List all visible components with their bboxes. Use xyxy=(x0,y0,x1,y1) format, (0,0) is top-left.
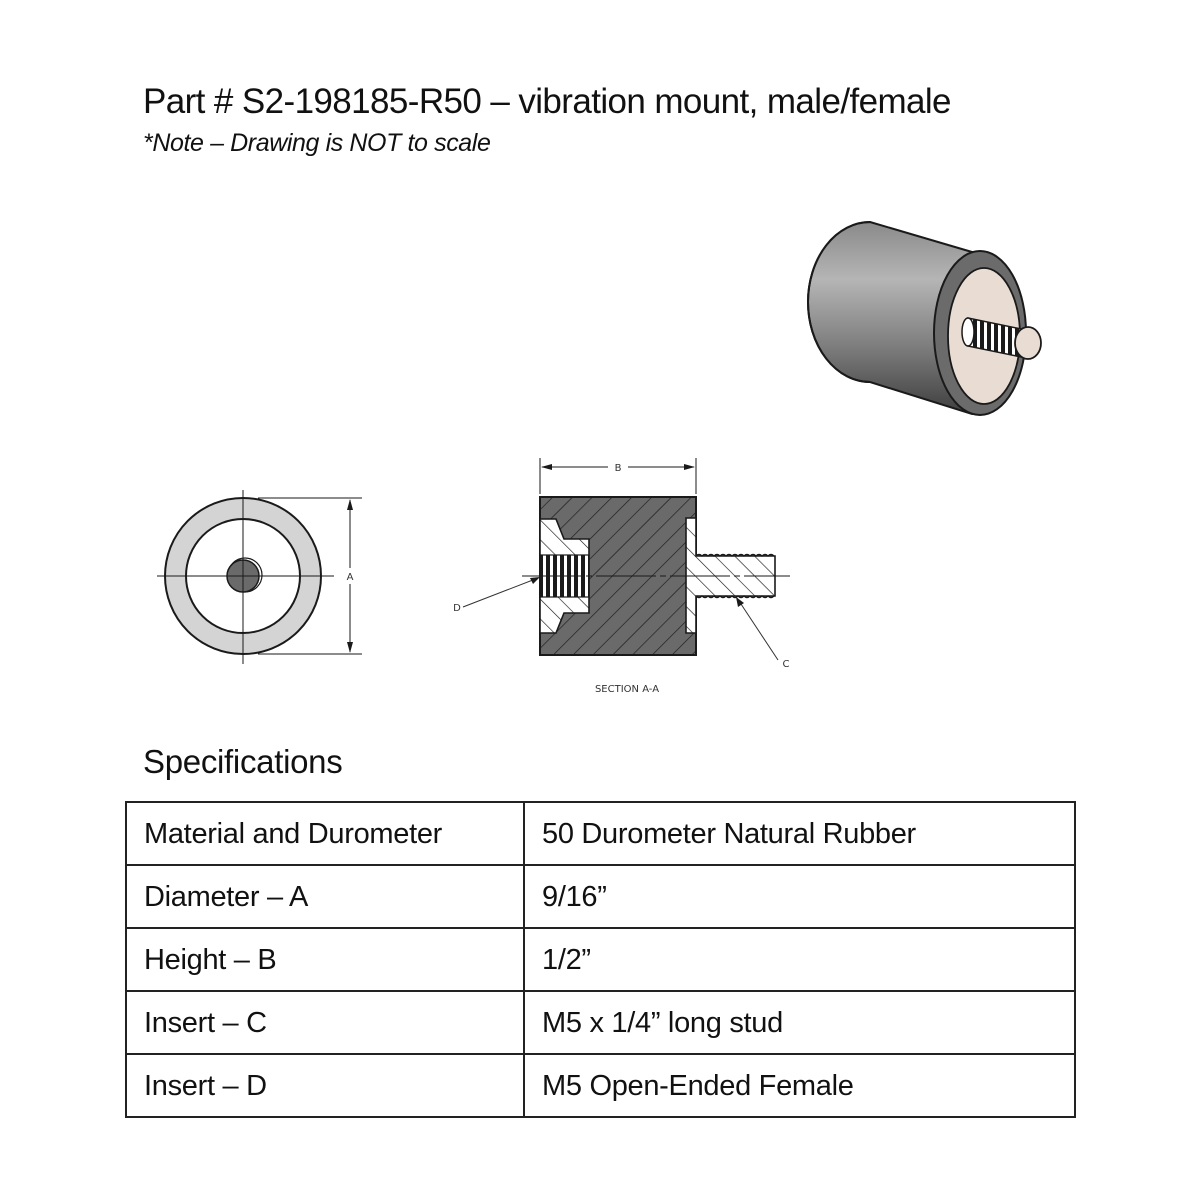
table-row xyxy=(126,928,1075,991)
scale-note: *Note – Drawing is NOT to scale xyxy=(143,129,491,157)
spec-label: Insert – C xyxy=(126,991,524,1054)
section-view xyxy=(453,458,790,695)
isometric-view xyxy=(808,222,1041,415)
dimension-a-label: A xyxy=(346,572,354,583)
front-view xyxy=(157,490,362,664)
section-caption: SECTION A-A xyxy=(594,684,660,695)
spec-value: M5 Open-Ended Female xyxy=(524,1054,1075,1117)
spec-label: Material and Durometer xyxy=(126,802,524,865)
leader-d-label: D xyxy=(453,603,461,614)
table-row xyxy=(126,1054,1075,1117)
leader-c-label: C xyxy=(782,659,790,670)
spec-label: Diameter – A xyxy=(126,865,524,928)
spec-label: Height – B xyxy=(126,928,524,991)
table-row xyxy=(126,865,1075,928)
spec-label: Insert – D xyxy=(126,1054,524,1117)
spec-value: 50 Durometer Natural Rubber xyxy=(524,802,1075,865)
spec-value: 9/16” xyxy=(524,865,1075,928)
dimension-b-label: B xyxy=(614,463,622,474)
specifications-table xyxy=(125,801,1076,1118)
table-row xyxy=(126,991,1075,1054)
table-row xyxy=(126,802,1075,865)
spec-value: M5 x 1/4” long stud xyxy=(524,991,1075,1054)
specifications-heading: Specifications xyxy=(143,743,343,780)
spec-value: 1/2” xyxy=(524,928,1075,991)
page-title: Part # S2-198185-R50 – vibration mount, male/female xyxy=(143,82,951,121)
